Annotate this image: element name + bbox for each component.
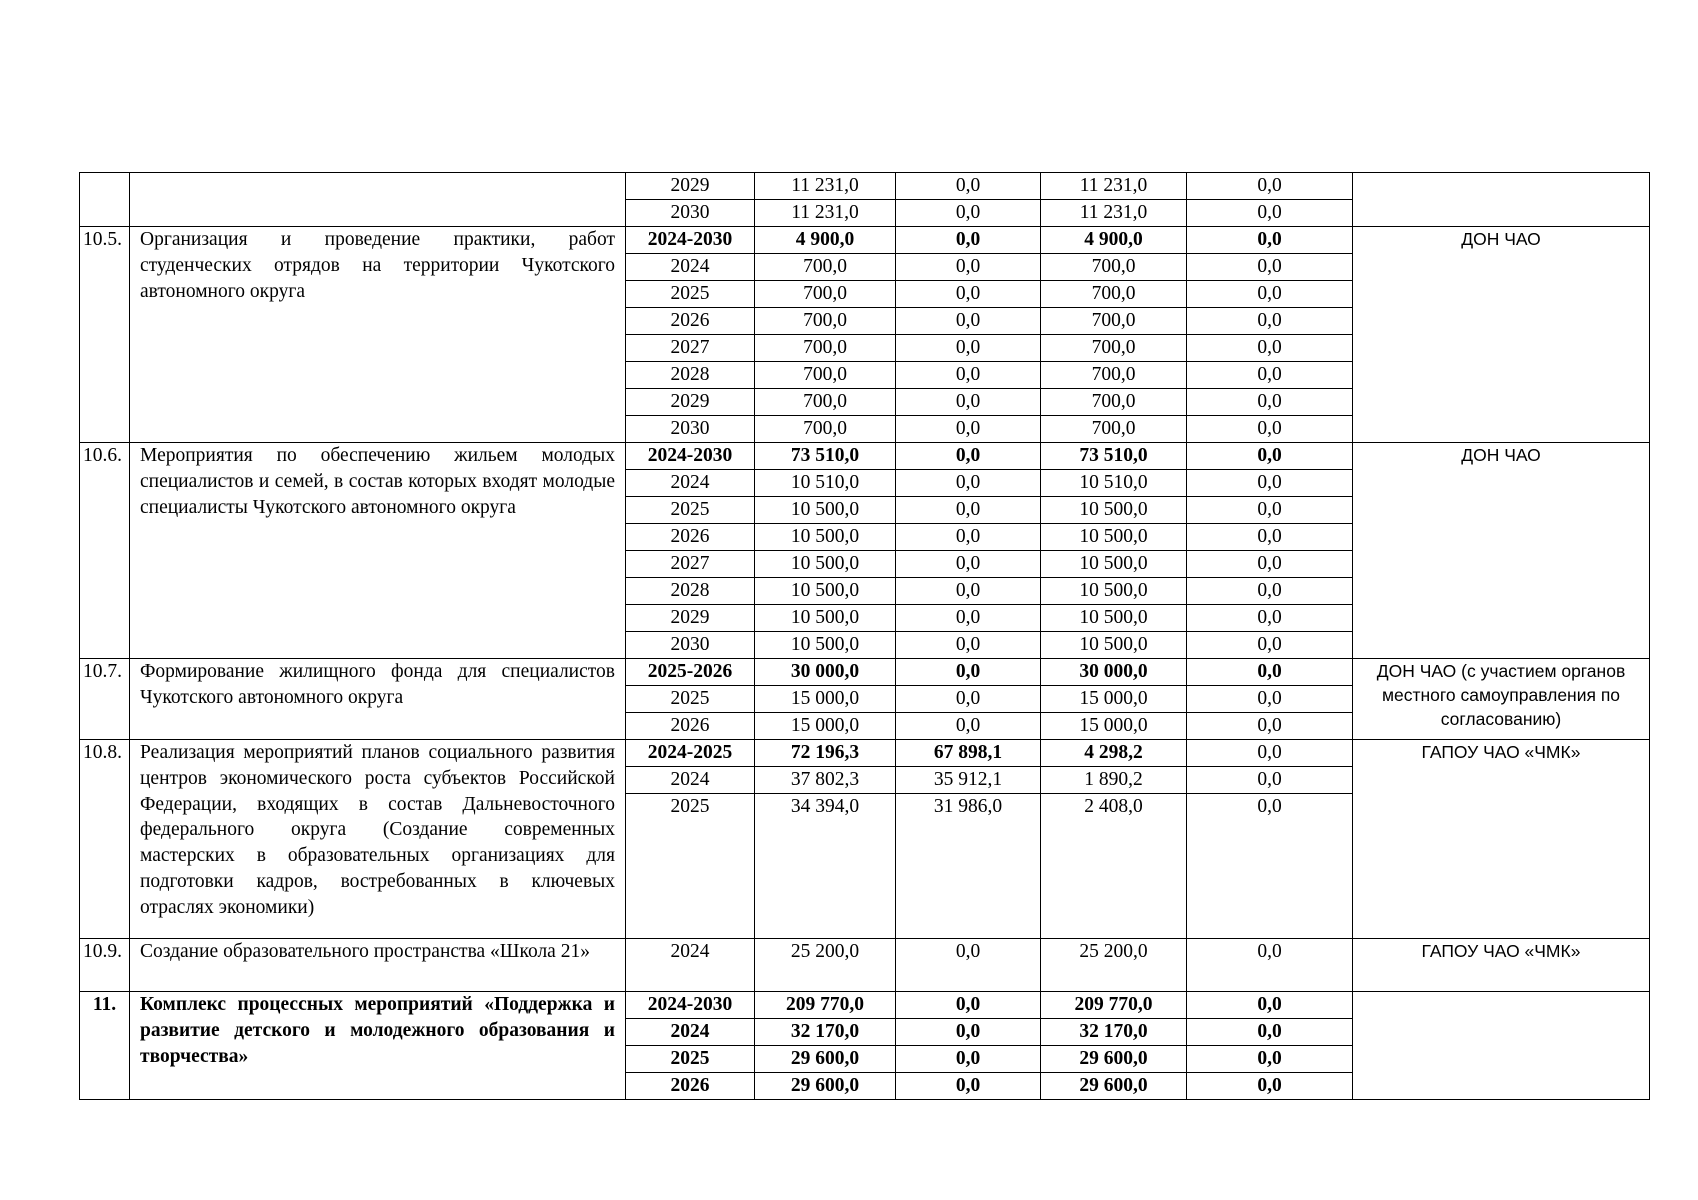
total-cell: 32 170,0 — [755, 1019, 896, 1046]
year-cell: 2030 — [626, 632, 755, 659]
total-cell: 25 200,0 — [755, 939, 896, 992]
year-cell: 2024-2030 — [626, 992, 755, 1019]
federal-cell: 0,0 — [896, 443, 1041, 470]
other-cell: 0,0 — [1187, 992, 1353, 1019]
year-cell: 2024 — [626, 254, 755, 281]
other-cell: 0,0 — [1187, 713, 1353, 740]
total-cell: 700,0 — [755, 335, 896, 362]
total-cell: 15 000,0 — [755, 713, 896, 740]
total-cell: 10 500,0 — [755, 632, 896, 659]
federal-cell: 0,0 — [896, 939, 1041, 992]
total-cell: 29 600,0 — [755, 1073, 896, 1100]
regional-cell: 10 500,0 — [1041, 524, 1187, 551]
total-cell: 700,0 — [755, 416, 896, 443]
other-cell: 0,0 — [1187, 227, 1353, 254]
year-cell: 2026 — [626, 524, 755, 551]
other-cell: 0,0 — [1187, 254, 1353, 281]
total-cell: 72 196,3 — [755, 740, 896, 767]
year-cell: 2025 — [626, 794, 755, 939]
total-cell: 29 600,0 — [755, 1046, 896, 1073]
item-number — [80, 173, 130, 227]
total-cell: 10 500,0 — [755, 497, 896, 524]
other-cell: 0,0 — [1187, 200, 1353, 227]
other-cell: 0,0 — [1187, 1073, 1353, 1100]
federal-cell: 0,0 — [896, 470, 1041, 497]
other-cell: 0,0 — [1187, 173, 1353, 200]
federal-cell: 0,0 — [896, 1073, 1041, 1100]
year-cell: 2028 — [626, 362, 755, 389]
other-cell: 0,0 — [1187, 362, 1353, 389]
regional-cell: 73 510,0 — [1041, 443, 1187, 470]
other-cell: 0,0 — [1187, 1046, 1353, 1073]
federal-cell: 0,0 — [896, 992, 1041, 1019]
federal-cell: 35 912,1 — [896, 767, 1041, 794]
other-cell: 0,0 — [1187, 416, 1353, 443]
federal-cell: 0,0 — [896, 200, 1041, 227]
item-description: Реализация мероприятий планов социального развития центров экономического роста субъектов Российской Федерации, входящих в состав Дальневосточного федерального округа (Создание современных мастерских в образовательных организациях для подготовки кадров, востребованных в ключевых отраслях экономики) — [130, 740, 626, 939]
table-row — [80, 173, 1650, 200]
executor-cell: ГАПОУ ЧАО «ЧМК» — [1353, 740, 1650, 939]
item-description: Формирование жилищного фонда для специалистов Чукотского автономного округа — [130, 659, 626, 740]
regional-cell: 10 500,0 — [1041, 497, 1187, 524]
regional-cell: 25 200,0 — [1041, 939, 1187, 992]
total-cell: 700,0 — [755, 389, 896, 416]
item-description: Комплекс процессных мероприятий «Поддержка и развитие детского и молодежного образования и творчества» — [130, 992, 626, 1100]
other-cell: 0,0 — [1187, 335, 1353, 362]
year-cell: 2026 — [626, 713, 755, 740]
federal-cell: 0,0 — [896, 335, 1041, 362]
year-cell: 2024-2030 — [626, 227, 755, 254]
other-cell: 0,0 — [1187, 524, 1353, 551]
year-cell: 2030 — [626, 200, 755, 227]
year-cell: 2029 — [626, 389, 755, 416]
year-cell: 2024 — [626, 1019, 755, 1046]
year-cell: 2027 — [626, 551, 755, 578]
other-cell: 0,0 — [1187, 767, 1353, 794]
regional-cell: 11 231,0 — [1041, 200, 1187, 227]
federal-cell: 0,0 — [896, 173, 1041, 200]
federal-cell: 0,0 — [896, 497, 1041, 524]
regional-cell: 700,0 — [1041, 254, 1187, 281]
year-cell: 2029 — [626, 173, 755, 200]
year-cell: 2026 — [626, 1073, 755, 1100]
regional-cell: 700,0 — [1041, 389, 1187, 416]
other-cell: 0,0 — [1187, 740, 1353, 767]
total-cell: 10 500,0 — [755, 551, 896, 578]
year-cell: 2024 — [626, 767, 755, 794]
other-cell: 0,0 — [1187, 389, 1353, 416]
regional-cell: 4 900,0 — [1041, 227, 1187, 254]
item-number: 10.5. — [80, 227, 130, 443]
executor-cell: ДОН ЧАО — [1353, 443, 1650, 659]
executor-cell — [1353, 992, 1650, 1100]
table-row — [80, 659, 1650, 686]
other-cell: 0,0 — [1187, 497, 1353, 524]
federal-cell: 0,0 — [896, 227, 1041, 254]
total-cell: 4 900,0 — [755, 227, 896, 254]
federal-cell: 0,0 — [896, 362, 1041, 389]
regional-cell: 700,0 — [1041, 416, 1187, 443]
total-cell: 700,0 — [755, 254, 896, 281]
regional-cell: 700,0 — [1041, 362, 1187, 389]
other-cell: 0,0 — [1187, 605, 1353, 632]
total-cell: 10 500,0 — [755, 605, 896, 632]
total-cell: 37 802,3 — [755, 767, 896, 794]
item-description: Создание образовательного пространства «Школа 21» — [130, 939, 626, 992]
federal-cell: 0,0 — [896, 605, 1041, 632]
budget-table — [79, 172, 1650, 1100]
regional-cell: 29 600,0 — [1041, 1073, 1187, 1100]
federal-cell: 31 986,0 — [896, 794, 1041, 939]
other-cell: 0,0 — [1187, 794, 1353, 939]
federal-cell: 0,0 — [896, 1019, 1041, 1046]
federal-cell: 0,0 — [896, 281, 1041, 308]
federal-cell: 0,0 — [896, 308, 1041, 335]
year-cell: 2026 — [626, 308, 755, 335]
regional-cell: 1 890,2 — [1041, 767, 1187, 794]
regional-cell: 15 000,0 — [1041, 686, 1187, 713]
year-cell: 2024-2030 — [626, 443, 755, 470]
total-cell: 73 510,0 — [755, 443, 896, 470]
executor-cell — [1353, 173, 1650, 227]
total-cell: 11 231,0 — [755, 173, 896, 200]
item-number: 10.9. — [80, 939, 130, 992]
table-row — [80, 992, 1650, 1019]
other-cell: 0,0 — [1187, 308, 1353, 335]
federal-cell: 0,0 — [896, 524, 1041, 551]
item-number: 10.8. — [80, 740, 130, 939]
item-description: Мероприятия по обеспечению жильем молодых специалистов и семей, в состав которых входят молодые специалисты Чукотского автономного округа — [130, 443, 626, 659]
regional-cell: 29 600,0 — [1041, 1046, 1187, 1073]
other-cell: 0,0 — [1187, 939, 1353, 992]
federal-cell: 67 898,1 — [896, 740, 1041, 767]
regional-cell: 10 500,0 — [1041, 578, 1187, 605]
total-cell: 30 000,0 — [755, 659, 896, 686]
other-cell: 0,0 — [1187, 686, 1353, 713]
federal-cell: 0,0 — [896, 389, 1041, 416]
year-cell: 2029 — [626, 605, 755, 632]
total-cell: 15 000,0 — [755, 686, 896, 713]
item-description — [130, 173, 626, 227]
regional-cell: 10 510,0 — [1041, 470, 1187, 497]
item-number: 10.7. — [80, 659, 130, 740]
year-cell: 2024-2025 — [626, 740, 755, 767]
year-cell: 2024 — [626, 470, 755, 497]
year-cell: 2024 — [626, 939, 755, 992]
regional-cell: 15 000,0 — [1041, 713, 1187, 740]
item-number: 10.6. — [80, 443, 130, 659]
year-cell: 2027 — [626, 335, 755, 362]
table-row — [80, 939, 1650, 992]
regional-cell: 30 000,0 — [1041, 659, 1187, 686]
regional-cell: 10 500,0 — [1041, 632, 1187, 659]
year-cell: 2028 — [626, 578, 755, 605]
year-cell: 2025 — [626, 497, 755, 524]
item-description: Организация и проведение практики, работ студенческих отрядов на территории Чукотского автономного округа — [130, 227, 626, 443]
year-cell: 2025-2026 — [626, 659, 755, 686]
other-cell: 0,0 — [1187, 1019, 1353, 1046]
federal-cell: 0,0 — [896, 551, 1041, 578]
federal-cell: 0,0 — [896, 686, 1041, 713]
federal-cell: 0,0 — [896, 578, 1041, 605]
year-cell: 2025 — [626, 1046, 755, 1073]
table-row — [80, 740, 1650, 767]
regional-cell: 700,0 — [1041, 308, 1187, 335]
executor-cell: ДОН ЧАО (с участием органов местного самоуправления по согласованию) — [1353, 659, 1650, 740]
total-cell: 700,0 — [755, 281, 896, 308]
total-cell: 10 500,0 — [755, 524, 896, 551]
regional-cell: 11 231,0 — [1041, 173, 1187, 200]
other-cell: 0,0 — [1187, 632, 1353, 659]
regional-cell: 209 770,0 — [1041, 992, 1187, 1019]
year-cell: 2025 — [626, 686, 755, 713]
federal-cell: 0,0 — [896, 254, 1041, 281]
executor-cell: ГАПОУ ЧАО «ЧМК» — [1353, 939, 1650, 992]
other-cell: 0,0 — [1187, 281, 1353, 308]
regional-cell: 700,0 — [1041, 335, 1187, 362]
regional-cell: 10 500,0 — [1041, 551, 1187, 578]
regional-cell: 700,0 — [1041, 281, 1187, 308]
federal-cell: 0,0 — [896, 632, 1041, 659]
year-cell: 2030 — [626, 416, 755, 443]
year-cell: 2025 — [626, 281, 755, 308]
total-cell: 700,0 — [755, 362, 896, 389]
table-row — [80, 443, 1650, 470]
regional-cell: 10 500,0 — [1041, 605, 1187, 632]
table-row — [80, 227, 1650, 254]
other-cell: 0,0 — [1187, 443, 1353, 470]
regional-cell: 4 298,2 — [1041, 740, 1187, 767]
total-cell: 11 231,0 — [755, 200, 896, 227]
other-cell: 0,0 — [1187, 551, 1353, 578]
federal-cell: 0,0 — [896, 713, 1041, 740]
other-cell: 0,0 — [1187, 470, 1353, 497]
total-cell: 10 500,0 — [755, 578, 896, 605]
regional-cell: 2 408,0 — [1041, 794, 1187, 939]
federal-cell: 0,0 — [896, 659, 1041, 686]
regional-cell: 32 170,0 — [1041, 1019, 1187, 1046]
total-cell: 34 394,0 — [755, 794, 896, 939]
total-cell: 10 510,0 — [755, 470, 896, 497]
federal-cell: 0,0 — [896, 1046, 1041, 1073]
item-number: 11. — [80, 992, 130, 1100]
other-cell: 0,0 — [1187, 578, 1353, 605]
total-cell: 700,0 — [755, 308, 896, 335]
other-cell: 0,0 — [1187, 659, 1353, 686]
total-cell: 209 770,0 — [755, 992, 896, 1019]
executor-cell: ДОН ЧАО — [1353, 227, 1650, 443]
federal-cell: 0,0 — [896, 416, 1041, 443]
